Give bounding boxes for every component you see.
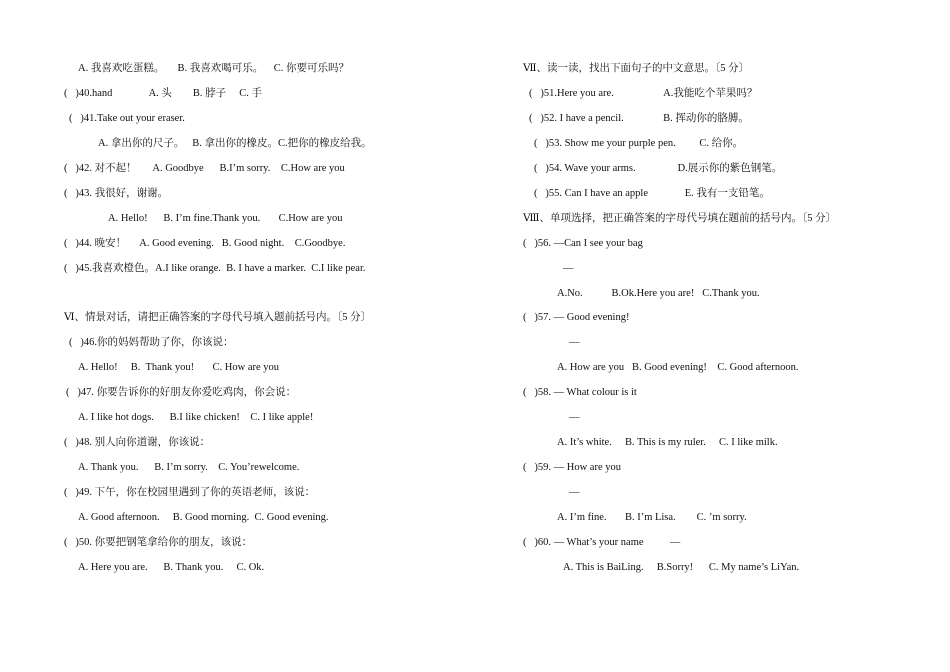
- q60-options: A. This is BaiLing. B.Sorry! C. My name’s LiYan.: [563, 562, 800, 573]
- q50-options: A. Here you are. B. Thank you. C. Ok.: [78, 562, 265, 573]
- q56-options: A.No. B.Ok.Here you are! C.Thank you.: [557, 288, 760, 299]
- q56-question: ( )56. —Can I see your bag: [523, 238, 643, 249]
- q44-question: ( )44. 晚安！ A. Good evening. B. Good night. C.Goodbye.: [64, 238, 346, 249]
- q52-row: ( )52. I have a pencil. B. 挥动你的胳膊。: [529, 113, 749, 124]
- q56-answer-dash: —: [563, 263, 574, 274]
- section-7-heading: Ⅶ、读一读，找出下面句子的中文意思。〔5 分〕: [523, 63, 750, 74]
- q47-question: ( )47. 你要告诉你的好朋友你爱吃鸡肉，你会说：: [66, 387, 297, 398]
- q55-row: ( )55. Can I have an apple E. 我有一支铅笔。: [534, 188, 770, 199]
- q57-question: ( )57. — Good evening!: [523, 312, 630, 323]
- q42-question: ( )42. 对不起！ A. Goodbye B.I’m sorry. C.How are you: [64, 163, 345, 174]
- q59-options: A. I’m fine. B. I’m Lisa. C. ’m sorry.: [557, 512, 747, 523]
- q54-row: ( )54. Wave your arms. D.展示你的紫色钢笔。: [534, 163, 783, 174]
- q45-question: ( )45.我喜欢橙色。A.I like orange. B. I have a marker. C.I like pear.: [64, 263, 366, 274]
- q48-options: A. Thank you. B. I’m sorry. C. You’rewelcome.: [78, 462, 300, 473]
- section-6-heading: Ⅵ、情景对话，请把正确答案的字母代号填入题前括号内。〔5 分〕: [64, 312, 372, 323]
- q58-question: ( )58. — What colour is it: [523, 387, 637, 398]
- q53-row: ( )53. Show me your purple pen. C. 给你。: [534, 138, 744, 149]
- q51-row: ( )51.Here you are. A.我能吃个苹果吗？: [529, 88, 758, 99]
- q41-question: ( )41.Take out your eraser.: [69, 113, 185, 124]
- q58-options: A. It’s white. B. This is my ruler. C. I like milk.: [557, 437, 778, 448]
- q46-options: A. Hello! B. Thank you! C. How are you: [78, 362, 280, 373]
- q47-options: A. I like hot dogs. B.I like chicken! C. I like apple!: [78, 412, 314, 423]
- q39-options: A. 我喜欢吃蛋糕。 B. 我喜欢喝可乐。 C. 你要可乐吗？: [78, 63, 349, 74]
- q50-question: ( )50. 你要把钢笔拿给你的朋友，该说：: [64, 537, 253, 548]
- q57-answer-dash: —: [569, 337, 580, 348]
- section-8-heading: Ⅷ、单项选择，把正确答案的字母代号填在题前的括号内。〔5 分〕: [523, 213, 837, 224]
- q49-question: ( )49. 下午，你在校园里遇到了你的英语老师，该说：: [64, 487, 316, 498]
- q57-options: A. How are you B. Good evening! C. Good afternoon.: [557, 362, 799, 373]
- q49-options: A. Good afternoon. B. Good morning. C. Good evening.: [78, 512, 329, 523]
- q59-answer-dash: —: [569, 487, 580, 498]
- q43-options: A. Hello! B. I’m fine.Thank you. C.How are you: [108, 213, 343, 224]
- q48-question: ( )48. 别人向你道谢，你该说：: [64, 437, 211, 448]
- q40-question: ( )40.hand A. 头 B. 脖子 C. 手: [64, 88, 263, 99]
- q43-question: ( )43. 我很好，谢谢。: [64, 188, 169, 199]
- q41-options: A. 拿出你的尺子。 B. 拿出你的橡皮。C.把你的橡皮给我。: [98, 138, 372, 149]
- q59-question: ( )59. — How are you: [523, 462, 621, 473]
- q46-question: ( )46.你的妈妈帮助了你，你该说：: [69, 337, 234, 348]
- q60-question: ( )60. — What’s your name —: [523, 537, 681, 548]
- q58-answer-dash: —: [569, 412, 580, 423]
